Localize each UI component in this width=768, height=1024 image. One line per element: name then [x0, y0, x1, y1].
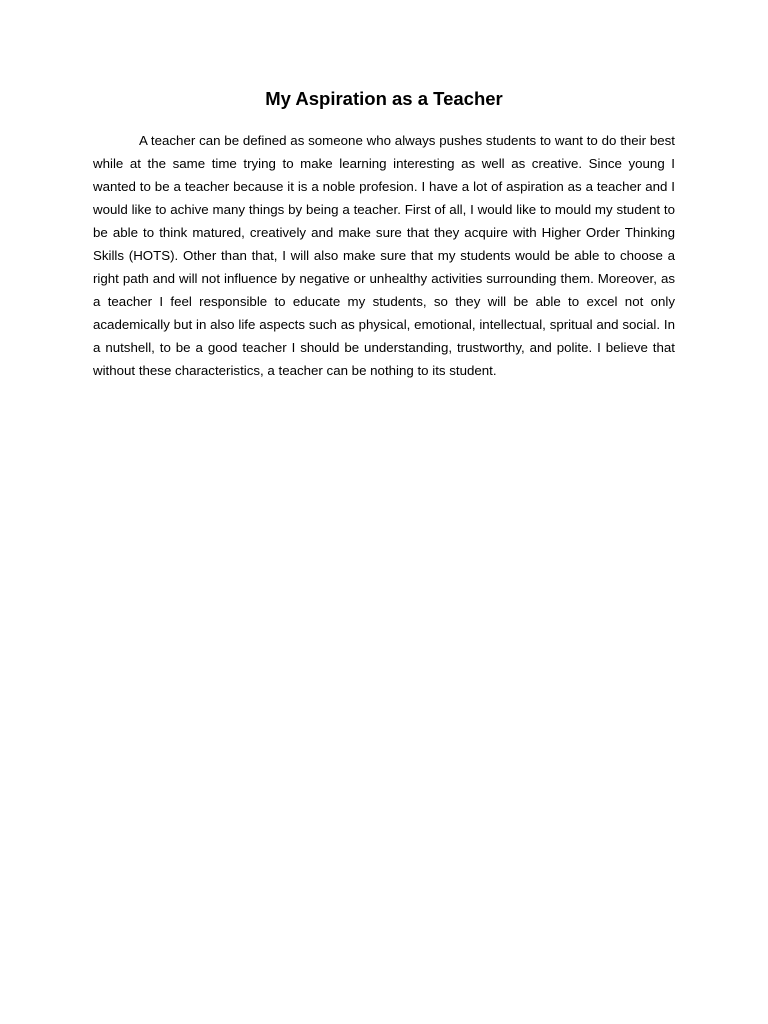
body-paragraph: A teacher can be defined as someone who always pushes students to want to do their best while at the same time trying to make learning interesting as well as creative. Since young I wanted to be a teacher because it is a noble profesion. I have a lot of aspiration as a teacher and I would like to achive many things by being a teacher. First of all, I would like to mould my student to be able to think matured, creatively and make sure that they acquire with Higher Order Thinking Skills (HOTS). Other than that, I will also make sure that my students would be able to choose a right path and will not influence by negative or unhealthy activities surrounding them. Moreover, as a teacher I feel responsible to educate my students, so they will be able to excel not only academically but in also life aspects such as physical, emotional, intellectual, spritual and social. In a nutshell, to be a good teacher I should be understanding, trustworthy, and polite. I believe that without these characteristics, a teacher can be nothing to its student. [93, 133, 675, 378]
document-title: My Aspiration as a Teacher [265, 88, 503, 109]
